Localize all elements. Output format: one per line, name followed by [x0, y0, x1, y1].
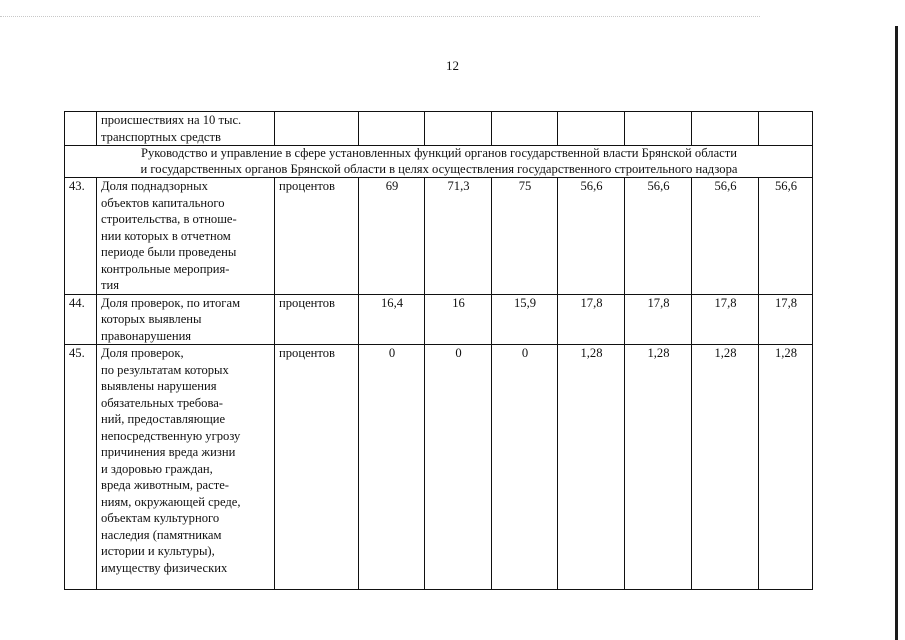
indicator-line: происшествиях на 10 тыс. [101, 113, 242, 127]
indicator-line: вреда животным, расте- [101, 478, 229, 492]
value-cell: 0 [359, 345, 425, 590]
section-header-cell [65, 146, 813, 178]
unit-cell [275, 112, 359, 146]
row-number: 45. [65, 345, 97, 590]
unit-cell: процентов [275, 345, 359, 590]
value-cell: 56,6 [625, 178, 692, 295]
row-number: 43. [65, 178, 97, 295]
indicator-line: нии которых в отчетном [101, 228, 231, 243]
indicator-line: по результатам которых [101, 362, 229, 377]
indicator-line: наследия (памятникам [101, 527, 222, 542]
indicator-line: непосредственную угрозу [101, 428, 241, 443]
value-cell [759, 112, 813, 146]
value-cell: 1,28 [625, 345, 692, 590]
indicator-line: имуществу физических [101, 560, 228, 575]
indicator-line: ний, предоставляющие [101, 412, 226, 426]
value-cell: 0 [492, 345, 558, 590]
table-row-45 [65, 345, 813, 590]
indicator-line: обязательных требова- [101, 395, 224, 410]
indicator-line: тия [101, 278, 120, 292]
value-cell: 75 [492, 178, 558, 295]
row-number-cell [65, 112, 97, 146]
indicator-cell [97, 112, 275, 146]
scan-edge-line [0, 16, 760, 17]
value-cell: 17,8 [625, 294, 692, 345]
indicator-line: причинения вреда жизни [101, 445, 236, 459]
value-cell: 17,8 [692, 294, 759, 345]
indicator-line: выявлены нарушения [101, 379, 217, 393]
unit-cell: процентов [275, 178, 359, 295]
value-cell: 1,28 [558, 345, 625, 590]
value-cell: 1,28 [759, 345, 813, 590]
indicator-line: периоде были проведены [101, 245, 237, 259]
indicator-cell [97, 294, 275, 345]
indicator-line: строительства, в отноше- [101, 212, 237, 226]
value-cell: 0 [425, 345, 492, 590]
value-cell: 15,9 [492, 294, 558, 345]
indicator-line: правонарушения [101, 328, 192, 343]
value-cell: 69 [359, 178, 425, 295]
value-cell [359, 112, 425, 146]
indicator-cell [97, 345, 275, 590]
table-row-44 [65, 294, 813, 345]
page-number: 12 [446, 58, 459, 73]
table-row-continuation [65, 112, 813, 146]
value-cell [425, 112, 492, 146]
indicator-line: транспортных средств [101, 129, 221, 144]
section-header-row [65, 146, 813, 178]
indicator-line: контрольные мероприя- [101, 261, 230, 276]
value-cell: 1,28 [692, 345, 759, 590]
indicator-cell [97, 178, 275, 295]
scan-right-border [895, 26, 898, 640]
row-number: 44. [65, 294, 97, 345]
value-cell: 17,8 [558, 294, 625, 345]
value-cell: 16 [425, 294, 492, 345]
indicator-line: объектов капитального [101, 195, 225, 210]
indicator-line: объектам культурного [101, 511, 220, 525]
table-row-43 [65, 178, 813, 295]
value-cell: 71,3 [425, 178, 492, 295]
indicators-table [64, 111, 813, 590]
value-cell [492, 112, 558, 146]
value-cell [692, 112, 759, 146]
value-cell: 56,6 [558, 178, 625, 295]
indicator-line: Доля поднадзорных [101, 179, 208, 193]
indicator-line: и здоровью граждан, [101, 461, 213, 476]
section-header-line-1: Руководство и управление в сфере установленных функций органов государственной власти Брянской области [141, 146, 737, 160]
indicator-line: Доля проверок, [101, 346, 184, 360]
indicator-line: которых выявлены [101, 312, 202, 326]
indicator-line: ниям, окружающей среде, [101, 494, 241, 509]
value-cell: 56,6 [692, 178, 759, 295]
value-cell: 17,8 [759, 294, 813, 345]
indicator-line: истории и культуры), [101, 544, 215, 558]
unit-cell: процентов [275, 294, 359, 345]
value-cell: 56,6 [759, 178, 813, 295]
indicator-line: Доля проверок, по итогам [101, 295, 241, 310]
value-cell: 16,4 [359, 294, 425, 345]
section-header-line-2: и государственных органов Брянской области в целях осуществления государственного строительного надзора [140, 161, 738, 176]
value-cell [558, 112, 625, 146]
value-cell [625, 112, 692, 146]
